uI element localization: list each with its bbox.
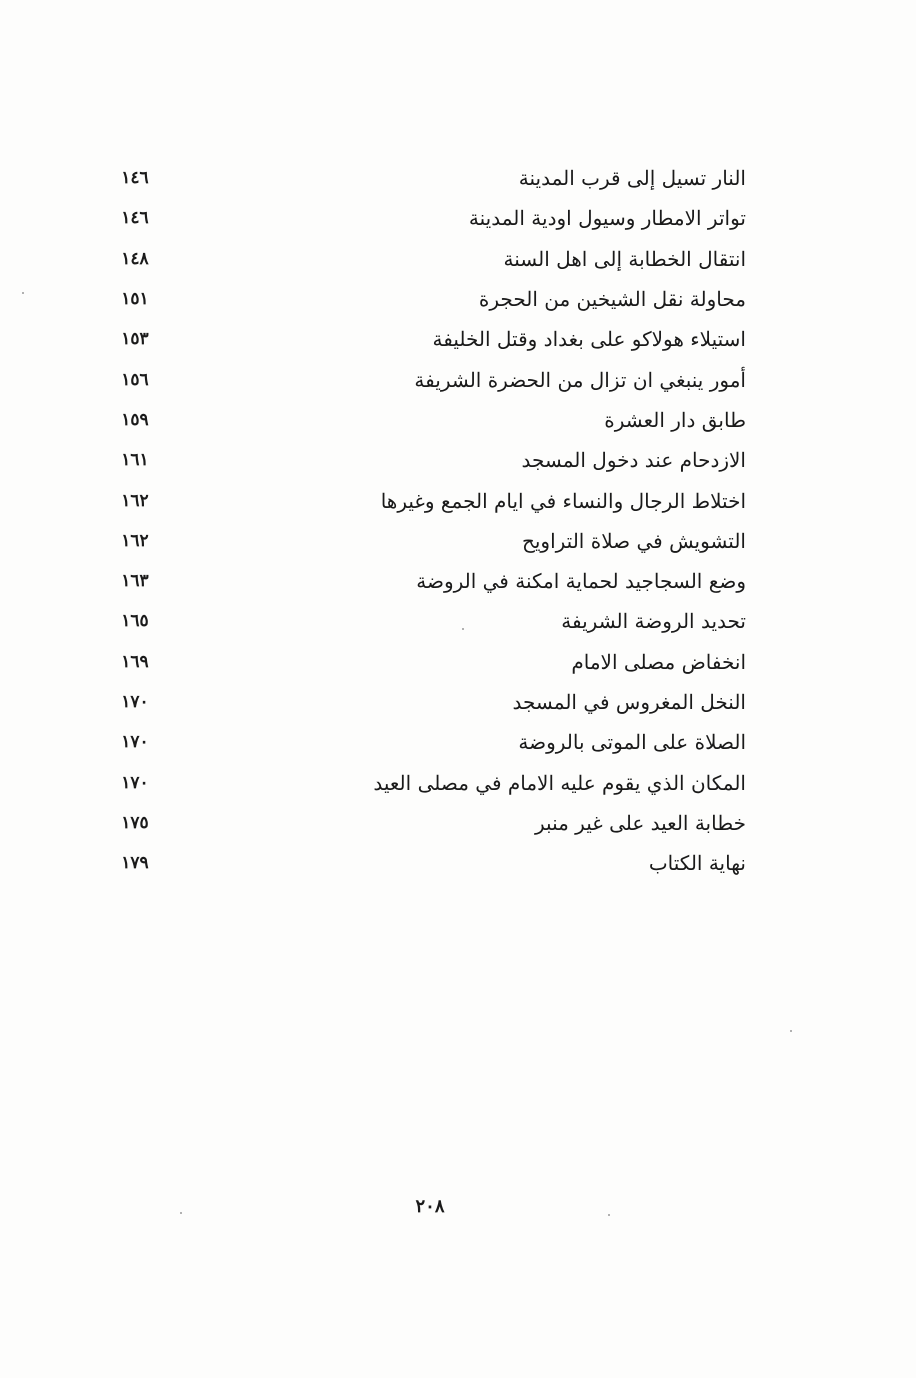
toc-entry-title: المكان الذي يقوم عليه الامام في مصلى العيد xyxy=(373,770,746,795)
toc-entry xyxy=(100,722,750,762)
toc-entry xyxy=(100,158,750,198)
toc-entry-title: محاولة نقل الشيخين من الحجرة xyxy=(478,287,746,312)
toc-entry-page: ١٥٩ xyxy=(121,409,149,430)
toc-entry-page: ١٦١ xyxy=(121,450,149,471)
toc-entry xyxy=(100,762,750,802)
paper-speck xyxy=(462,628,464,630)
toc-entry xyxy=(100,843,750,883)
toc-entry-title: اختلاط الرجال والنساء في ايام الجمع وغيرها xyxy=(380,488,746,513)
toc-entry-title: خطابة العيد على غير منبر xyxy=(535,810,746,835)
toc-entry xyxy=(100,440,750,480)
toc-entry-title: استيلاء هولاكو على بغداد وقتل الخليفة xyxy=(432,327,746,352)
paper-speck xyxy=(790,1030,792,1032)
table-of-contents xyxy=(100,158,750,883)
toc-entry-title: أمور ينبغي ان تزال من الحضرة الشريفة xyxy=(414,367,746,392)
toc-entry-title: وضع السجاجيد لحماية امكنة في الروضة xyxy=(416,569,746,594)
toc-entry-title: النخل المغروس في المسجد xyxy=(512,690,746,714)
toc-entry-page: ١٧٠ xyxy=(121,772,149,793)
toc-entry-title: نهاية الكتاب xyxy=(648,851,746,876)
toc-entry xyxy=(100,682,750,722)
toc-entry-title: انخفاض مصلى الامام xyxy=(571,649,746,674)
toc-entry-page: ١٦٢ xyxy=(121,490,149,511)
paper-speck xyxy=(608,1214,610,1216)
toc-entry xyxy=(100,642,750,682)
toc-entry xyxy=(100,400,750,440)
toc-entry-page: ١٧٠ xyxy=(121,692,149,712)
toc-entry-page: ١٦٩ xyxy=(121,651,149,672)
toc-entry xyxy=(100,198,750,238)
toc-entry-title: النار تسيل إلى قرب المدينة xyxy=(518,166,746,191)
toc-entry xyxy=(100,521,750,561)
toc-entry-title: انتقال الخطابة إلى اهل السنة xyxy=(503,246,746,271)
toc-entry-page: ١٤٦ xyxy=(121,208,149,229)
paper-speck xyxy=(180,1212,182,1214)
page-number: ٢٠٨ xyxy=(415,1196,445,1217)
toc-entry-title: الصلاة على الموتى بالروضة xyxy=(518,730,746,755)
toc-entry-page: ١٤٦ xyxy=(121,168,149,189)
toc-entry-page: ١٦٥ xyxy=(121,611,149,632)
toc-entry-page: ١٥١ xyxy=(121,289,149,310)
toc-entry xyxy=(100,279,750,319)
toc-entry xyxy=(100,319,750,359)
toc-entry xyxy=(100,239,750,279)
toc-entry-page: ١٧٠ xyxy=(121,732,149,753)
toc-entry-page: ١٧٥ xyxy=(121,812,149,833)
toc-entry-page: ١٥٦ xyxy=(121,369,149,390)
toc-entry-page: ١٥٣ xyxy=(121,329,149,350)
toc-entry xyxy=(100,561,750,601)
toc-entry-page: ١٦٣ xyxy=(121,571,149,592)
toc-entry xyxy=(100,803,750,843)
toc-entry xyxy=(100,480,750,520)
toc-entry-title: طابق دار العشرة xyxy=(604,407,746,432)
toc-entry-title: الازدحام عند دخول المسجد xyxy=(521,448,746,473)
toc-entry-page: ١٦٢ xyxy=(121,530,149,551)
toc-entry xyxy=(100,601,750,641)
toc-entry-title: تحديد الروضة الشريفة xyxy=(561,609,746,634)
toc-entry xyxy=(100,359,750,399)
toc-entry-page: ١٤٨ xyxy=(121,248,149,269)
toc-entry-title: تواتر الامطار وسيول اودية المدينة xyxy=(468,206,746,231)
toc-entry-page: ١٧٩ xyxy=(121,853,149,874)
paper-speck xyxy=(22,292,24,294)
toc-entry-title: التشويش في صلاة التراويح xyxy=(521,528,746,553)
